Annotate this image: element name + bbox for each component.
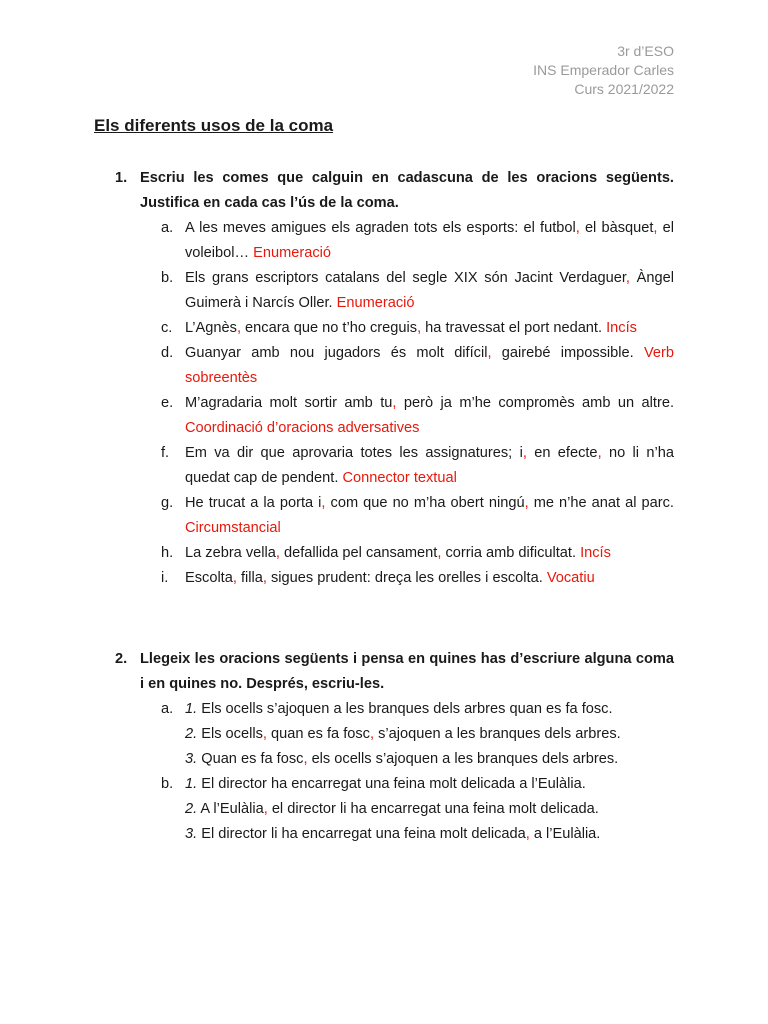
sentence-text: me n’he anat al parc. [528,495,674,511]
item-letter: i. [161,570,169,586]
justification-label: Enumeració [336,295,415,311]
sentence-text: com que no m’ha obert ningú [325,495,525,511]
document-header [533,42,674,99]
exercise-item [94,541,674,566]
sentence-text: Els ocells s’ajoquen a les branques dels arbres quan es fa fosc. [197,701,613,717]
sentence-text: però ja m’he compromès amb un altre. [396,395,674,411]
header-course: 3r d’ESO [617,43,674,59]
inserted-comma: , [262,570,267,586]
exercise-item [94,697,674,772]
justification-label: Coordinació d’oracions adversatives [185,420,420,436]
sentence-text: Escolta [185,570,233,586]
sentence-text: en efecte [526,445,598,461]
sentence-text: ha travessat el port nedant. [421,320,603,336]
inserted-comma: , [597,445,602,461]
exercise-item [94,772,674,847]
exercise-1 [94,166,674,591]
inserted-comma: , [417,320,422,336]
sentence-text: sigues prudent: dreça les orelles i escolta. [266,570,543,586]
sentence-text: Àngel Guimerà i Narcís Oller. [185,270,674,311]
sentence-text: corria amb dificultat. [441,545,577,561]
sentence-text: Els grans escriptors catalans del segle XIX són Jacint Verdaguer [185,270,626,286]
sentence-text: He trucat a la porta i [185,495,322,511]
header-school: INS Emperador Carles [533,62,674,78]
sentence-text: A l’Eulàlia [197,801,264,817]
exercise-2-items [94,697,674,847]
inserted-comma: , [575,220,580,236]
sentence-text: gairebé impossible. [491,345,634,361]
justification-label: Incís [606,320,637,336]
exercise-item [94,266,674,316]
sentence-variant [185,747,674,772]
sentence-text: El director li ha encarregat una feina molt delicada [197,826,526,842]
justification-label: Connector textual [342,470,457,486]
question-text: Llegeix les oracions següents i pensa en quines has d’escriure alguna coma i en quines no. Després, escriu-les. [140,651,674,692]
justification-label: Verb sobreentès [185,345,674,386]
exercise-item [94,316,674,341]
justification-label: Enumeració [253,245,332,261]
sentence-variant [185,722,674,747]
sentence-text: El director ha encarregat una feina molt delicada a l’Eulàlia. [197,776,586,792]
item-letter: b. [161,270,174,286]
sentence-text: filla [236,570,263,586]
item-letter: d. [161,345,174,361]
sentence-text: Guanyar amb nou jugadors és molt difícil [185,345,488,361]
item-letter: c. [161,320,173,336]
sentence-text: el voleibol… [185,220,674,261]
variant-number: 3. [185,751,198,767]
sentence-text: L’Agnès [185,320,237,336]
sentence-variant [185,822,674,847]
inserted-comma: , [653,220,658,236]
variant-number: 3. [185,826,198,842]
sentence-variant [185,772,674,797]
item-letter: f. [161,445,170,461]
header-year: Curs 2021/2022 [574,81,674,97]
inserted-comma: , [263,801,268,817]
exercise-item [94,391,674,441]
inserted-comma: , [625,270,630,286]
item-letter: b. [161,776,174,792]
sentence-text: La zebra vella [185,545,276,561]
sentence-text: Em va dir que aprovaria totes les assignatures; i [185,445,523,461]
exercise-item [94,341,674,391]
exercise-1-items [94,216,674,591]
sentence-text: els ocells s’ajoquen a les branques dels arbres. [307,751,619,767]
sentence-text: quan es fa fosc [266,726,370,742]
exercise-1-question [94,166,674,216]
item-letter: a. [161,701,174,717]
inserted-comma: , [525,826,530,842]
document-title: Els diferents usos de la coma [94,116,334,135]
exercise-item [94,566,674,591]
variant-number: 2. [185,726,198,742]
sentence-text: encara que no t’ho creguis [241,320,418,336]
sentence-variant [185,797,674,822]
justification-label: Vocatiu [546,570,595,586]
inserted-comma: , [524,495,529,511]
variant-number: 1. [185,776,198,792]
exercise-number: 1. [115,170,128,186]
exercise-item [94,216,674,266]
variant-number: 1. [185,701,198,717]
exercise-number: 2. [115,651,128,667]
inserted-comma: , [392,395,397,411]
item-letter: e. [161,395,174,411]
inserted-comma: , [487,345,492,361]
sentence-text: s’ajoquen a les branques dels arbres. [374,726,621,742]
item-letter: g. [161,495,174,511]
sentence-text: a l’Eulàlia. [529,826,601,842]
exercise-item [94,491,674,541]
exercise-2-question [94,647,674,697]
inserted-comma: , [275,545,280,561]
inserted-comma: , [236,320,241,336]
sentence-text: el bàsquet [579,220,654,236]
item-letter: h. [161,545,174,561]
sentence-text: A les meves amigues els agraden tots els esports: el futbol [185,220,576,236]
inserted-comma: , [303,751,308,767]
inserted-comma: , [321,495,326,511]
sentence-text: el director li ha encarregat una feina molt delicada. [267,801,599,817]
sentence-variant [185,697,674,722]
sentence-text: M’agradaria molt sortir amb tu [185,395,393,411]
sentence-text: Els ocells [197,726,263,742]
variant-number: 2. [185,801,198,817]
inserted-comma: , [232,570,237,586]
question-text: Escriu les comes que calguin en cadascuna de les oracions següents. Justifica en cada cas l’ús de la coma. [140,170,674,211]
sentence-text: defallida pel cansament [279,545,438,561]
inserted-comma: , [369,726,375,742]
justification-label: Incís [580,545,611,561]
item-letter: a. [161,220,174,236]
justification-label: Circumstancial [185,520,281,536]
sentence-text: no li n’ha quedat cap de pendent. [185,445,674,486]
sentence-text: Quan es fa fosc [197,751,304,767]
exercise-item [94,441,674,491]
inserted-comma: , [437,545,442,561]
inserted-comma: , [262,726,267,742]
inserted-comma: , [522,445,527,461]
exercise-2 [94,647,674,847]
